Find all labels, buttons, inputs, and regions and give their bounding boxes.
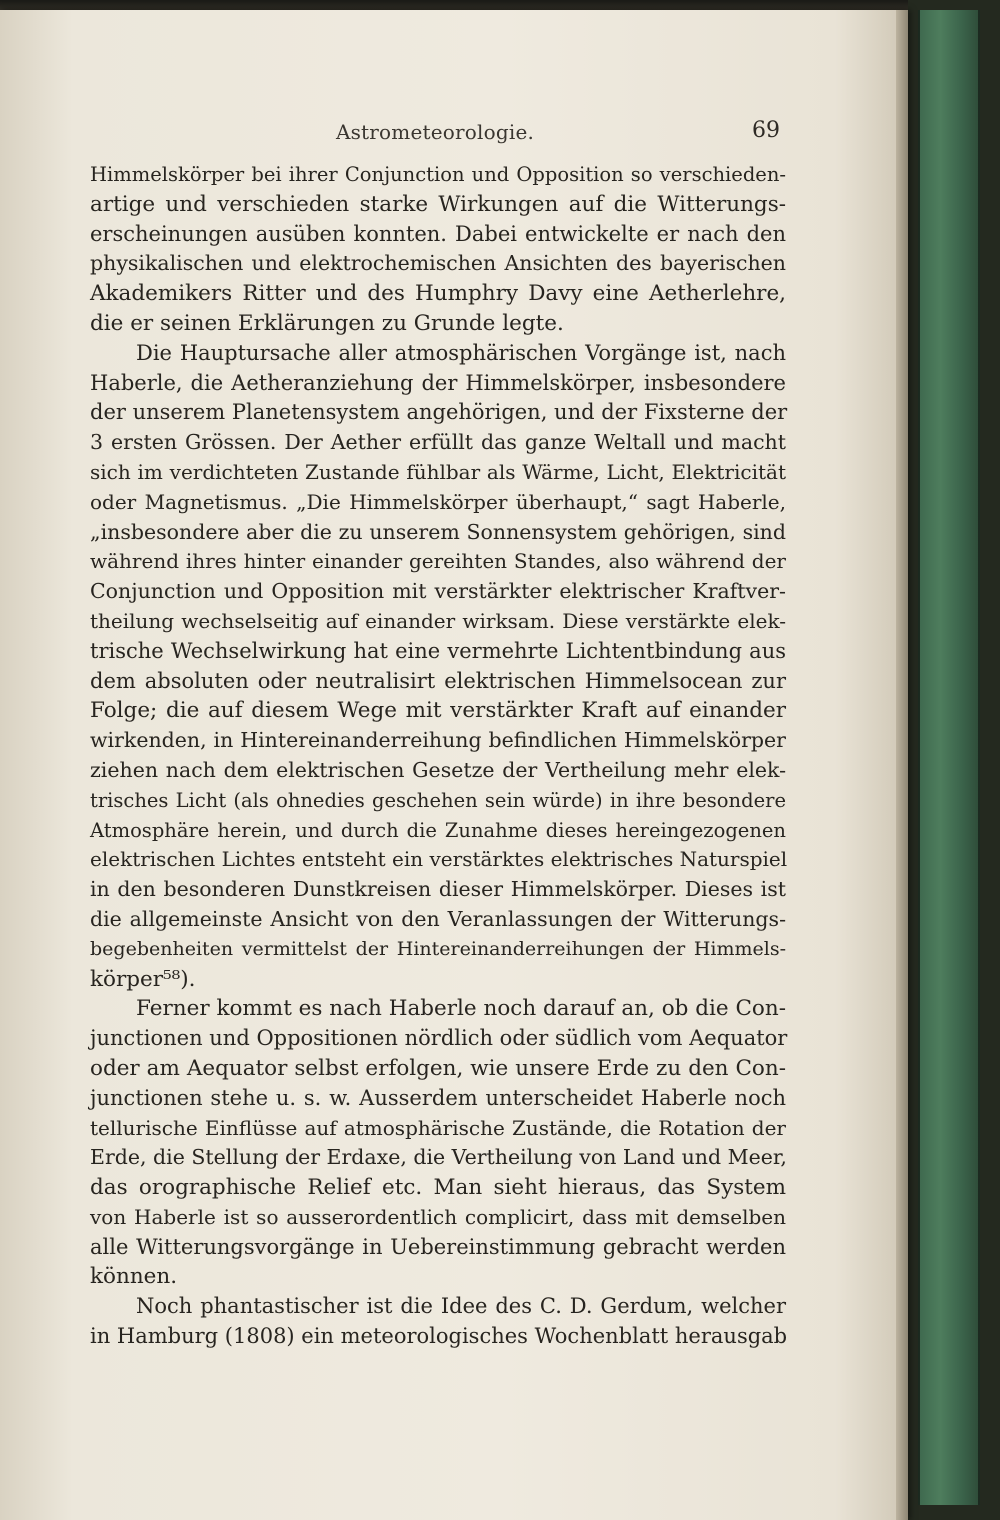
text-line: Himmelskörper bei ihrer Conjunction und Opposition so verschieden- <box>90 163 786 186</box>
text-line: elektrischen Lichtes entsteht ein verstärktes elektrisches Naturspiel <box>90 847 788 872</box>
text-line: Haberle, die Aetheranziehung der Himmelskörper, insbesondere <box>90 370 786 395</box>
text-line: junctionen und Oppositionen nördlich oder südlich vom Aequator <box>90 1026 788 1051</box>
text-line: Conjunction und Opposition mit verstärkter elektrischer Kraftver- <box>90 579 786 604</box>
text-line: wirkenden, in Hintereinanderreihung befindlichen Himmelskörper <box>90 728 786 753</box>
text-line: alle Witterungsvorgänge in Uebereinstimmung gebracht werden <box>90 1234 786 1259</box>
text-line: trische Wechselwirkung hat eine vermehrte Lichtentbindung aus <box>90 638 786 663</box>
page-header <box>90 112 780 152</box>
text-line: der unserem Planetensystem angehörigen, und der Fixsterne der <box>90 400 788 425</box>
text-line: Akademikers Ritter und des Humphry Davy eine Aetherlehre, <box>90 281 786 307</box>
text-line: in den besonderen Dunstkreisen dieser Himmelskörper. Dieses ist <box>90 877 786 902</box>
green-cloth-cover <box>918 10 980 1505</box>
running-title: Astrometeorologie. <box>335 120 535 144</box>
text-line: oder am Aequator selbst erfolgen, wie unsere Erde zu den Con- <box>90 1055 786 1081</box>
text-line: trisches Licht (als ohnedies geschehen sein würde) in ihre besondere <box>90 788 786 812</box>
text-line: während ihres hinter einander gereihten Standes, also während der <box>90 549 786 574</box>
text-line: Die Hauptursache aller atmosphärischen Vorgänge ist, nach <box>136 340 786 365</box>
text-line: oder Magnetismus. „Die Himmelskörper überhaupt,“ sagt Haberle, <box>90 489 786 514</box>
text-line: tellurische Einflüsse auf atmosphärische Zustände, die Rotation der <box>90 1115 786 1140</box>
text-line: ziehen nach dem elektrischen Gesetze der Vertheilung mehr elek- <box>90 757 786 782</box>
text-line: Folge; die auf diesem Wege mit verstärkter Kraft auf einander <box>90 698 786 724</box>
body-text <box>90 160 786 1352</box>
text-line: artige und verschieden starke Wirkungen auf die Witterungs- <box>90 191 786 217</box>
text-line: begebenheiten vermittelst der Hintereinanderreihungen der Himmels- <box>90 937 786 960</box>
text-line: Ferner kommt es nach Haberle noch darauf an, ob die Con- <box>136 996 786 1022</box>
text-line: 3 ersten Grössen. Der Aether erfüllt das ganze Weltall und macht <box>90 430 786 455</box>
text-line: theilung wechselseitig auf einander wirksam. Diese verstärkte elek- <box>90 608 786 633</box>
text-line: dem absoluten oder neutralisirt elektrischen Himmelsocean zur <box>90 668 786 693</box>
text-line: erscheinungen ausüben konnten. Dabei entwickelte er nach den <box>90 221 786 246</box>
text-line: die allgemeinste Ansicht von den Veranlassungen der Witterungs- <box>90 906 786 931</box>
text-line: das orographische Relief etc. Man sieht hieraus, das System <box>90 1175 786 1201</box>
text-line: körper⁵⁸). <box>90 966 196 992</box>
text-line: Atmosphäre herein, und durch die Zunahme dieses hereingezogenen <box>90 818 786 842</box>
text-line: die er seinen Erklärungen zu Grunde legte. <box>90 310 564 336</box>
text-line: sich im verdichteten Zustande fühlbar als Wärme, Licht, Elektricität <box>90 459 786 484</box>
text-line: Noch phantastischer ist die Idee des C. D. Gerdum, welcher <box>136 1294 786 1319</box>
text-line: junctionen stehe u. s. w. Ausserdem unterscheidet Haberle noch <box>90 1085 786 1110</box>
text-line: in Hamburg (1808) ein meteorologisches Wochenblatt herausgab <box>90 1324 788 1349</box>
page-number: 69 <box>752 118 780 143</box>
text-line: von Haberle ist so ausserordentlich complicirt, dass mit demselben <box>90 1204 786 1229</box>
text-line: „insbesondere aber die zu unserem Sonnensystem gehörigen, sind <box>90 519 786 544</box>
text-line: physikalischen und elektrochemischen Ansichten des bayerischen <box>90 251 786 276</box>
text-line: können. <box>90 1264 178 1290</box>
text-line: Erde, die Stellung der Erdaxe, die Vertheilung von Land und Meer, <box>90 1145 787 1170</box>
page-edge-shadow <box>896 10 908 1520</box>
